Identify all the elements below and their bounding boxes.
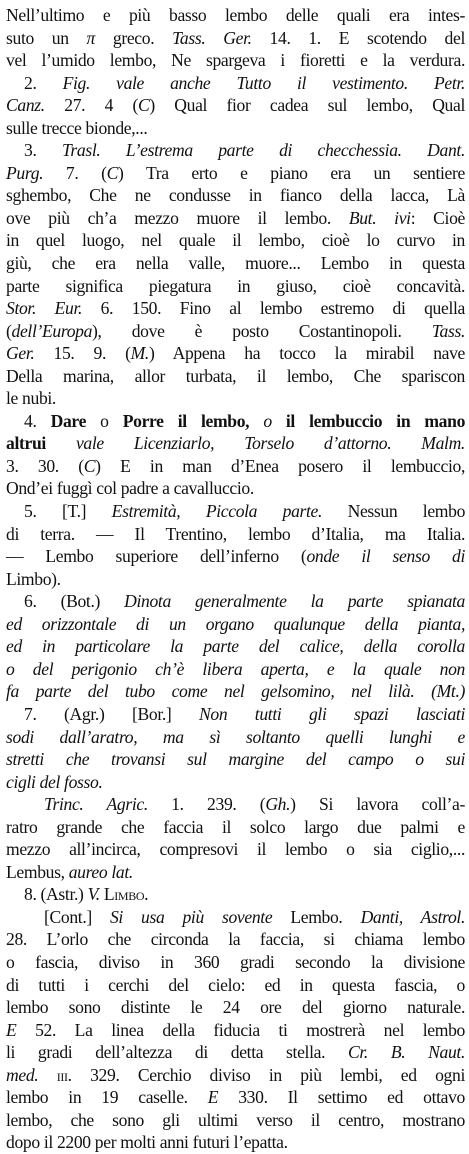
text-line	[6, 590, 465, 613]
text-segment: Limbo).	[6, 568, 61, 589]
text-segment: vale Licenziarlo, Torselo d’attorno. Malm.	[75, 433, 465, 454]
text-segment: mezzo all’incirca, compresovi il lembo o sia ciglio,...	[6, 839, 465, 860]
text-line	[6, 72, 465, 95]
text-line	[6, 951, 465, 974]
text-segment: lembo in 19 caselle.	[6, 1087, 208, 1108]
text-segment: dell’Europa	[11, 320, 93, 341]
text-segment: E	[6, 1019, 17, 1040]
text-segment: o del perigonio ch’è libera aperta, e la quale non	[6, 658, 465, 679]
text-segment: M.	[130, 343, 149, 364]
text-segment	[38, 1065, 56, 1085]
text-line	[6, 229, 465, 252]
text-segment: Dare	[50, 410, 101, 431]
text-segment: Gh.	[265, 794, 291, 815]
text-segment: in quel luogo, nel quale il lembo, cioè lo curvo in	[6, 230, 465, 251]
text-segment: V.	[87, 884, 100, 905]
text-segment: giù, che era nella valle, muore... Lembo in questa	[6, 253, 465, 274]
text-line	[6, 184, 465, 207]
text-segment: Porre il lembo,	[122, 410, 264, 431]
text-segment: o fascia, diviso in 360 gradi secondo la divisione	[6, 951, 465, 972]
text-segment: [Cont.]	[44, 906, 110, 927]
text-line	[6, 635, 465, 658]
text-line	[6, 816, 465, 839]
text-line	[6, 1019, 465, 1042]
text-segment: 8. (Astr.)	[24, 884, 88, 905]
text-segment: Tass. Ger.	[172, 27, 252, 48]
text-segment: Ger.	[6, 343, 35, 364]
text-segment: 2.	[24, 72, 63, 93]
text-line	[6, 996, 465, 1019]
text-line	[6, 342, 465, 365]
text-segment: dopo il 2200 per molti anni futuri l’epatta.	[6, 1132, 288, 1153]
text-line	[6, 320, 465, 343]
text-line	[6, 680, 465, 703]
text-segment: Purg.	[6, 162, 44, 183]
text-segment: 15. 9. (	[34, 343, 131, 364]
text-line	[6, 4, 465, 27]
text-segment: 330. Il settimo ed ottavo	[218, 1087, 465, 1108]
text-segment: Trinc. Agric.	[44, 794, 148, 815]
text-line	[6, 1109, 465, 1132]
text-line	[6, 365, 465, 388]
text-line	[6, 139, 465, 162]
text-segment: 7. (Agr.) [Bor.]	[24, 703, 199, 724]
text-line	[6, 207, 465, 230]
text-line	[6, 387, 465, 410]
text-segment: Ond’ei fuggì col padre a cavalluccio.	[6, 478, 254, 499]
text-line	[6, 658, 465, 681]
text-segment: vel l’umido lembo, Ne spargeva i fioretti e la verdura.	[6, 50, 465, 71]
text-segment: (	[6, 320, 12, 341]
text-segment: ) Qual fior cadea sul lembo, Qual	[149, 95, 465, 116]
text-segment: 7. (	[43, 162, 107, 183]
text-segment: iii	[56, 1064, 68, 1085]
text-segment: suto un	[6, 27, 87, 48]
text-segment: 28. L’orlo che circonda la faccia, si chiama lembo	[6, 929, 465, 950]
text-segment: cigli del fosso.	[6, 771, 103, 792]
text-segment: ) Appena ha tocco la mirabil nave	[148, 343, 466, 364]
text-line	[6, 410, 465, 433]
text-segment: Stor. Eur.	[6, 298, 83, 319]
text-segment: ), dove è posto Costantinopoli.	[92, 320, 432, 341]
text-line	[6, 726, 465, 749]
text-segment: 14. 1. E scotendo del	[251, 27, 466, 48]
text-line	[6, 703, 465, 726]
text-segment: Canz.	[6, 95, 45, 116]
text-segment: aureo lat.	[68, 861, 133, 882]
text-segment: le nubi.	[6, 388, 56, 409]
text-segment: Lembo.	[272, 906, 361, 927]
text-line	[6, 883, 465, 906]
text-segment: 3.	[24, 140, 62, 161]
text-segment: o	[263, 410, 272, 431]
text-segment: Nell’ultimo e più basso lembo delle quali era intes-	[6, 5, 465, 25]
text-line	[6, 477, 465, 500]
text-segment: Cr. B. Naut.	[347, 1042, 465, 1063]
text-segment: di terra. — Il Trentino, lembo d’Italia, ma Italia.	[6, 523, 465, 544]
text-segment: ed in particolare la parte del calice, della corolla	[6, 636, 465, 657]
text-segment: Danti, Astrol.	[360, 906, 465, 927]
text-segment: parte significa piegatura in giuso, cioè concavità.	[6, 275, 465, 296]
text-segment: . 329. Cerchio diviso in più lembi, ed ogni	[67, 1064, 465, 1085]
text-line	[6, 568, 465, 591]
text-segment: lembo, che sono gli ultimi verso il centro, mostrano	[6, 1109, 465, 1130]
text-line	[6, 455, 465, 478]
text-segment: 3. 30. (	[6, 455, 84, 476]
text-segment: il lembuccio in mano	[271, 410, 466, 431]
text-segment: sulle trecce bionde,...	[6, 117, 148, 138]
text-line	[6, 117, 465, 140]
text-segment: π	[86, 27, 96, 48]
text-line	[6, 523, 465, 546]
text-line	[6, 928, 465, 951]
text-line	[6, 1086, 465, 1109]
text-segment: ) E in man d’Enea posero il lembuccio,	[95, 455, 465, 476]
text-segment: 5. [T.]	[24, 501, 112, 522]
text-line	[6, 162, 465, 185]
text-line	[6, 94, 465, 117]
text-segment: sghembo, Che ne condusse in fianco della lacca, Là	[6, 185, 465, 206]
text-line	[6, 838, 465, 861]
text-segment: ) Tra erto e piano era un sentiere	[118, 162, 465, 183]
text-segment: onde il senso di	[306, 546, 465, 567]
text-segment: di tutti i cerchi del cielo: ed in questa fascia, o	[6, 974, 465, 995]
text-segment: Dinota generalmente la parte spianata	[124, 591, 466, 612]
text-segment: 52. La linea della fiducia ti mostrerà nel lembo	[16, 1019, 465, 1040]
text-segment: 6. (Bot.)	[24, 591, 125, 612]
text-segment: Limbo.	[103, 884, 149, 905]
text-segment: C	[137, 95, 150, 116]
text-segment: lembo sono distinte le 24 ore del giorno naturale.	[6, 997, 465, 1018]
text-segment: Non tutti gli spazi lasciati	[198, 703, 465, 724]
text-segment: stretti che trovansi sul margine del campo o sui	[6, 749, 465, 770]
text-segment: fa parte del tubo come nel gelsomino, nel lilà. (Mt.)	[6, 681, 465, 702]
text-segment: 6. 150. Fino al lembo estremo di quella	[82, 298, 466, 319]
text-line	[6, 974, 465, 997]
text-line	[6, 27, 465, 50]
text-line	[6, 613, 465, 636]
text-segment: E	[207, 1087, 219, 1108]
text-segment: — Lembo superiore dell’inferno (	[6, 546, 307, 567]
text-line	[6, 748, 465, 771]
text-segment: o	[100, 410, 123, 431]
text-line	[6, 432, 465, 455]
text-segment: : Cioè	[410, 207, 465, 228]
text-segment: ) Si lavora coll’a-	[290, 794, 466, 815]
text-line	[6, 906, 465, 929]
text-segment: Nessun lembo	[322, 501, 466, 522]
text-segment: ove più ch’a mezzo muore il lembo.	[6, 207, 349, 228]
text-segment: sodi dall’aratro, ma sì soltanto quelli lunghi e	[6, 726, 465, 747]
text-segment: Trasl. L’estrema parte di checchessia. Dant.	[61, 140, 466, 161]
text-line	[6, 500, 465, 523]
text-segment: Tass.	[431, 320, 465, 341]
text-line	[6, 275, 465, 298]
text-line	[6, 252, 465, 275]
text-line	[6, 861, 465, 884]
text-line	[6, 545, 465, 568]
text-segment: Estremità, Piccola parte.	[111, 501, 323, 522]
text-line	[6, 1064, 465, 1087]
text-segment: 27. 4 (	[44, 95, 138, 116]
text-segment: 1. 239. (	[147, 794, 266, 815]
text-segment: 4.	[24, 410, 51, 431]
text-line	[6, 1131, 465, 1154]
text-line	[6, 1041, 465, 1064]
text-line	[6, 297, 465, 320]
text-segment: li gradi dell’altezza di detta stella.	[6, 1042, 348, 1063]
text-segment: Della marina, allor turbata, il lembo, Che spariscon	[6, 365, 465, 386]
text-segment: Fig. vale anche Tutto il vestimento. Petr.	[62, 72, 466, 93]
text-segment: But. ivi	[348, 207, 411, 228]
text-segment: C	[106, 162, 119, 183]
text-segment: C	[83, 455, 96, 476]
text-segment: ratro grande che faccia il solco largo due palmi e	[6, 816, 465, 837]
text-line	[6, 793, 465, 816]
text-segment: ed orizzontale di un organo qualunque della pianta,	[6, 613, 465, 634]
text-segment: greco.	[95, 27, 173, 48]
text-line	[6, 771, 465, 794]
text-segment: altrui	[6, 433, 76, 454]
text-segment: Si usa più sovente	[109, 906, 273, 927]
text-segment: Lembus,	[6, 861, 69, 882]
text-segment: med.	[6, 1064, 39, 1085]
text-line	[6, 49, 465, 72]
